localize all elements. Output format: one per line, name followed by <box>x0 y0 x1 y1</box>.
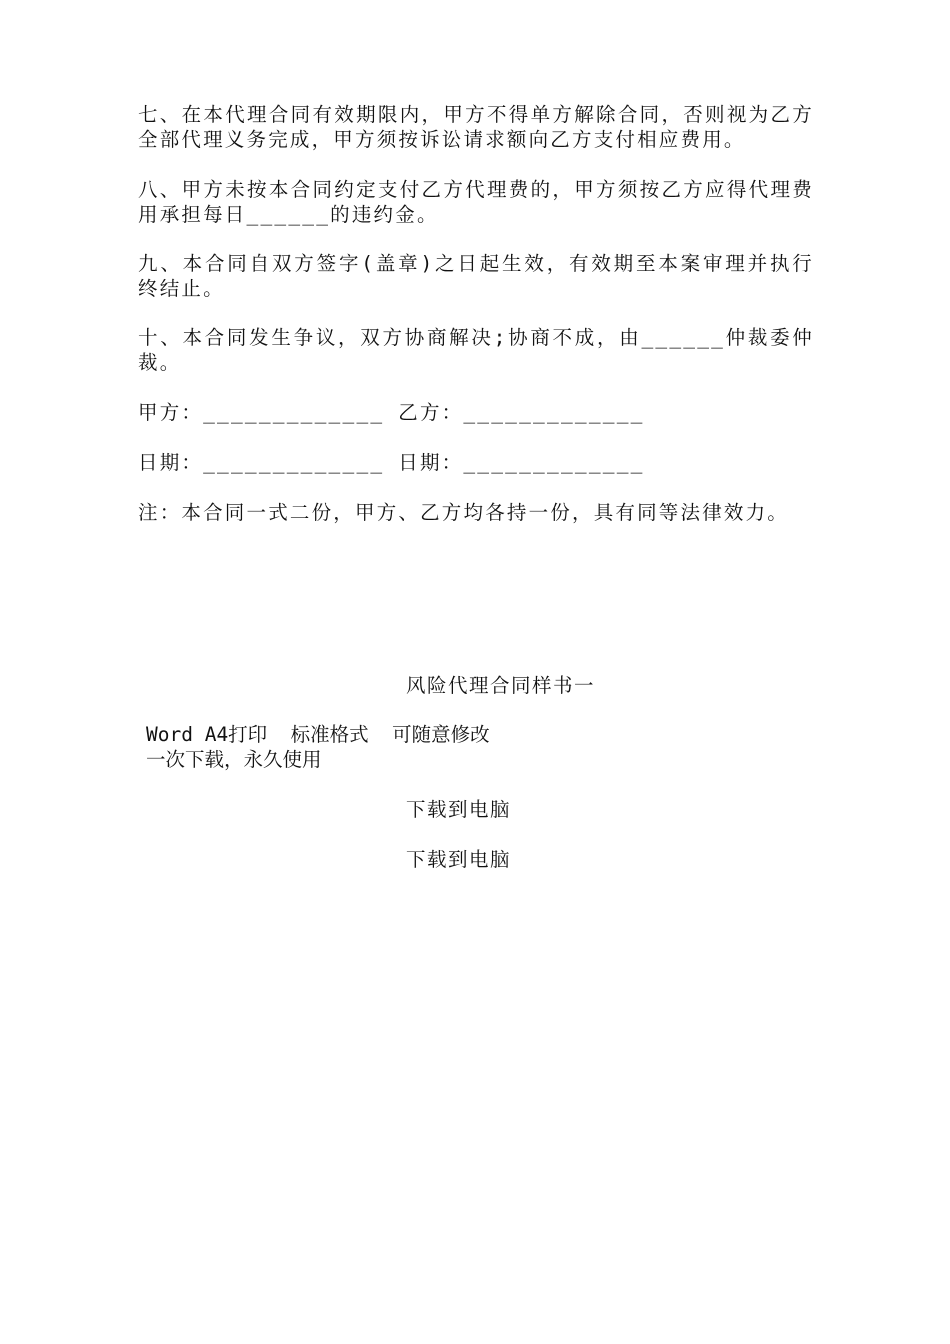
date-signature-line: 日期：_____________ 日期：_____________ <box>138 451 645 474</box>
promo-usage: 一次下载，永久使用 <box>146 748 322 771</box>
party-signature-line: 甲方：_____________ 乙方：_____________ <box>138 401 645 424</box>
clause-9: 九、本合同自双方签字(盖章)之日起生效，有效期至本案审理并执行终结止。 <box>138 252 814 300</box>
clause-7: 七、在本代理合同有效期限内，甲方不得单方解除合同，否则视为乙方全部代理义务完成，甲方须按诉讼请求额向乙方支付相应费用。 <box>138 103 814 151</box>
download-to-computer-link-1[interactable]: 下载到电脑 <box>406 798 512 821</box>
promo-features: Word A4打印 标准格式 可随意修改 <box>146 723 490 746</box>
contract-note: 注：本合同一式二份，甲方、乙方均各持一份，具有同等法律效力。 <box>138 501 790 524</box>
download-to-computer-link-2[interactable]: 下载到电脑 <box>406 848 512 871</box>
document-title: 风险代理合同样书一 <box>406 674 596 697</box>
clause-8: 八、甲方未按本合同约定支付乙方代理费的，甲方须按乙方应得代理费用承担每日______的违约金。 <box>138 178 814 226</box>
clause-10: 十、本合同发生争议，双方协商解决;协商不成，由______仲裁委仲裁。 <box>138 326 814 374</box>
